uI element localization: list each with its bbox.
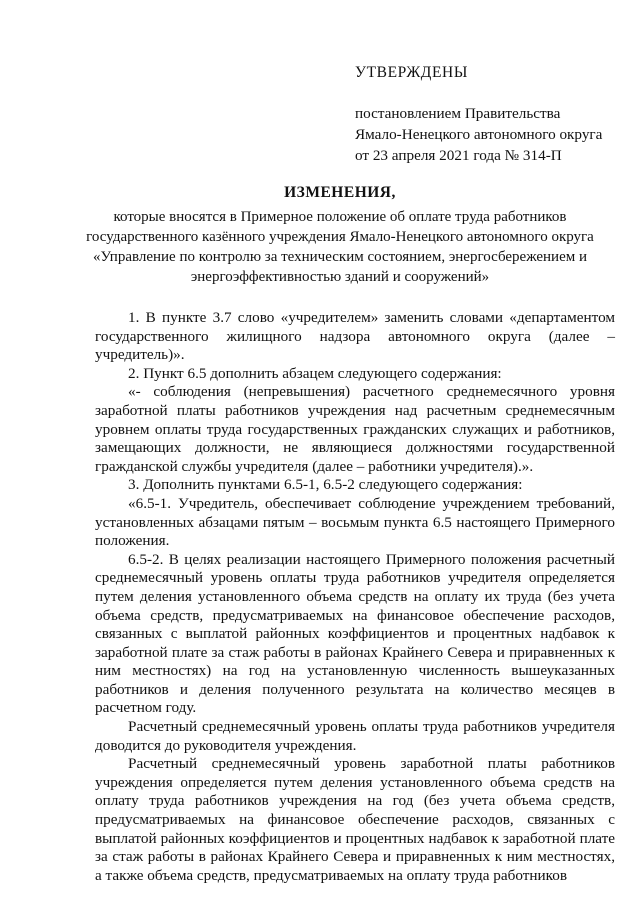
paragraph: 2. Пункт 6.5 дополнить абзацем следующего содержания: <box>128 364 502 382</box>
heading-subtitle-line: государственного казённого учреждения Ямало-Ненецкого автономного округа <box>86 229 594 245</box>
paragraph: 6.5-2. В целях реализации настоящего Примерного положения расчетный среднемесячный уровень оплаты труда работников учредителя определяется путем деления установленного объема средств на оплату их труда (без учета объема средств, предусматриваемых на финансовое обеспечение расходов, связанных с выплатой районных коэффициентов и процентных надбавок к заработной плате за стаж работы в районах Крайнего Севера и приравненных к ним местностях) на год на установленную численность вышеуказанных работников и деления полученного результата на количество месяцев в расчетном году. <box>95 550 615 717</box>
heading-subtitle-line: энергоэффективностью зданий и сооружений» <box>190 269 490 285</box>
paragraph: 3. Дополнить пунктами 6.5-1, 6.5-2 следующего содержания: <box>128 476 523 494</box>
heading-subtitle-line: «Управление по контролю за техническим состоянием, энергосбережением и <box>92 249 588 265</box>
approval-line: от 23 апреля 2021 года № 314-П <box>355 147 562 164</box>
paragraph: Расчетный среднемесячный уровень заработной платы работников учреждения определяется путем деления установленного объема средств на оплату труда работников учреждения на год (без учета объема средств, предусматриваемых на финансовое обеспечение расходов, связанных с выплатой районных коэффициентов и процентных надбавок к заработной плате за стаж работы в районах Крайнего Севера и приравненных к ним местностях, а также объема средств, предусматриваемых на оплату труда работников <box>95 755 615 884</box>
paragraph: «- соблюдения (непревышения) расчетного среднемесячного уровня заработной платы работников учреждения над расчетным среднемесячным уровнем оплаты труда государственных гражданских служащих и работников, замещающих должности, не являющиеся должностями государственной гражданской службы учредителя (далее – работники учредителя).». <box>95 383 615 475</box>
approval-block <box>355 62 625 166</box>
approval-line: постановлением Правительства <box>355 105 561 122</box>
paragraph: 1. В пункте 3.7 слово «учредителем» заменить словами «департаментом государственного жилищного надзора автономного округа (далее – учредитель)». <box>95 309 615 364</box>
approved-title: УТВЕРЖДЕНЫ <box>355 64 468 81</box>
document-body <box>95 309 615 885</box>
paragraph: Расчетный среднемесячный уровень оплаты труда работников учредителя доводится до руководителя учреждения. <box>95 718 615 754</box>
heading-title: ИЗМЕНЕНИЯ, <box>284 184 396 201</box>
approval-line: Ямало-Ненецкого автономного округа <box>355 126 603 143</box>
heading-subtitle-line: которые вносятся в Примерное положение об оплате труда работников <box>113 209 567 225</box>
document-heading <box>80 183 600 287</box>
paragraph: «6.5-1. Учредитель, обеспечивает соблюдение учреждением требований, установленных абзацами пятым – восьмым пункта 6.5 настоящего Примерного положения. <box>95 494 615 550</box>
